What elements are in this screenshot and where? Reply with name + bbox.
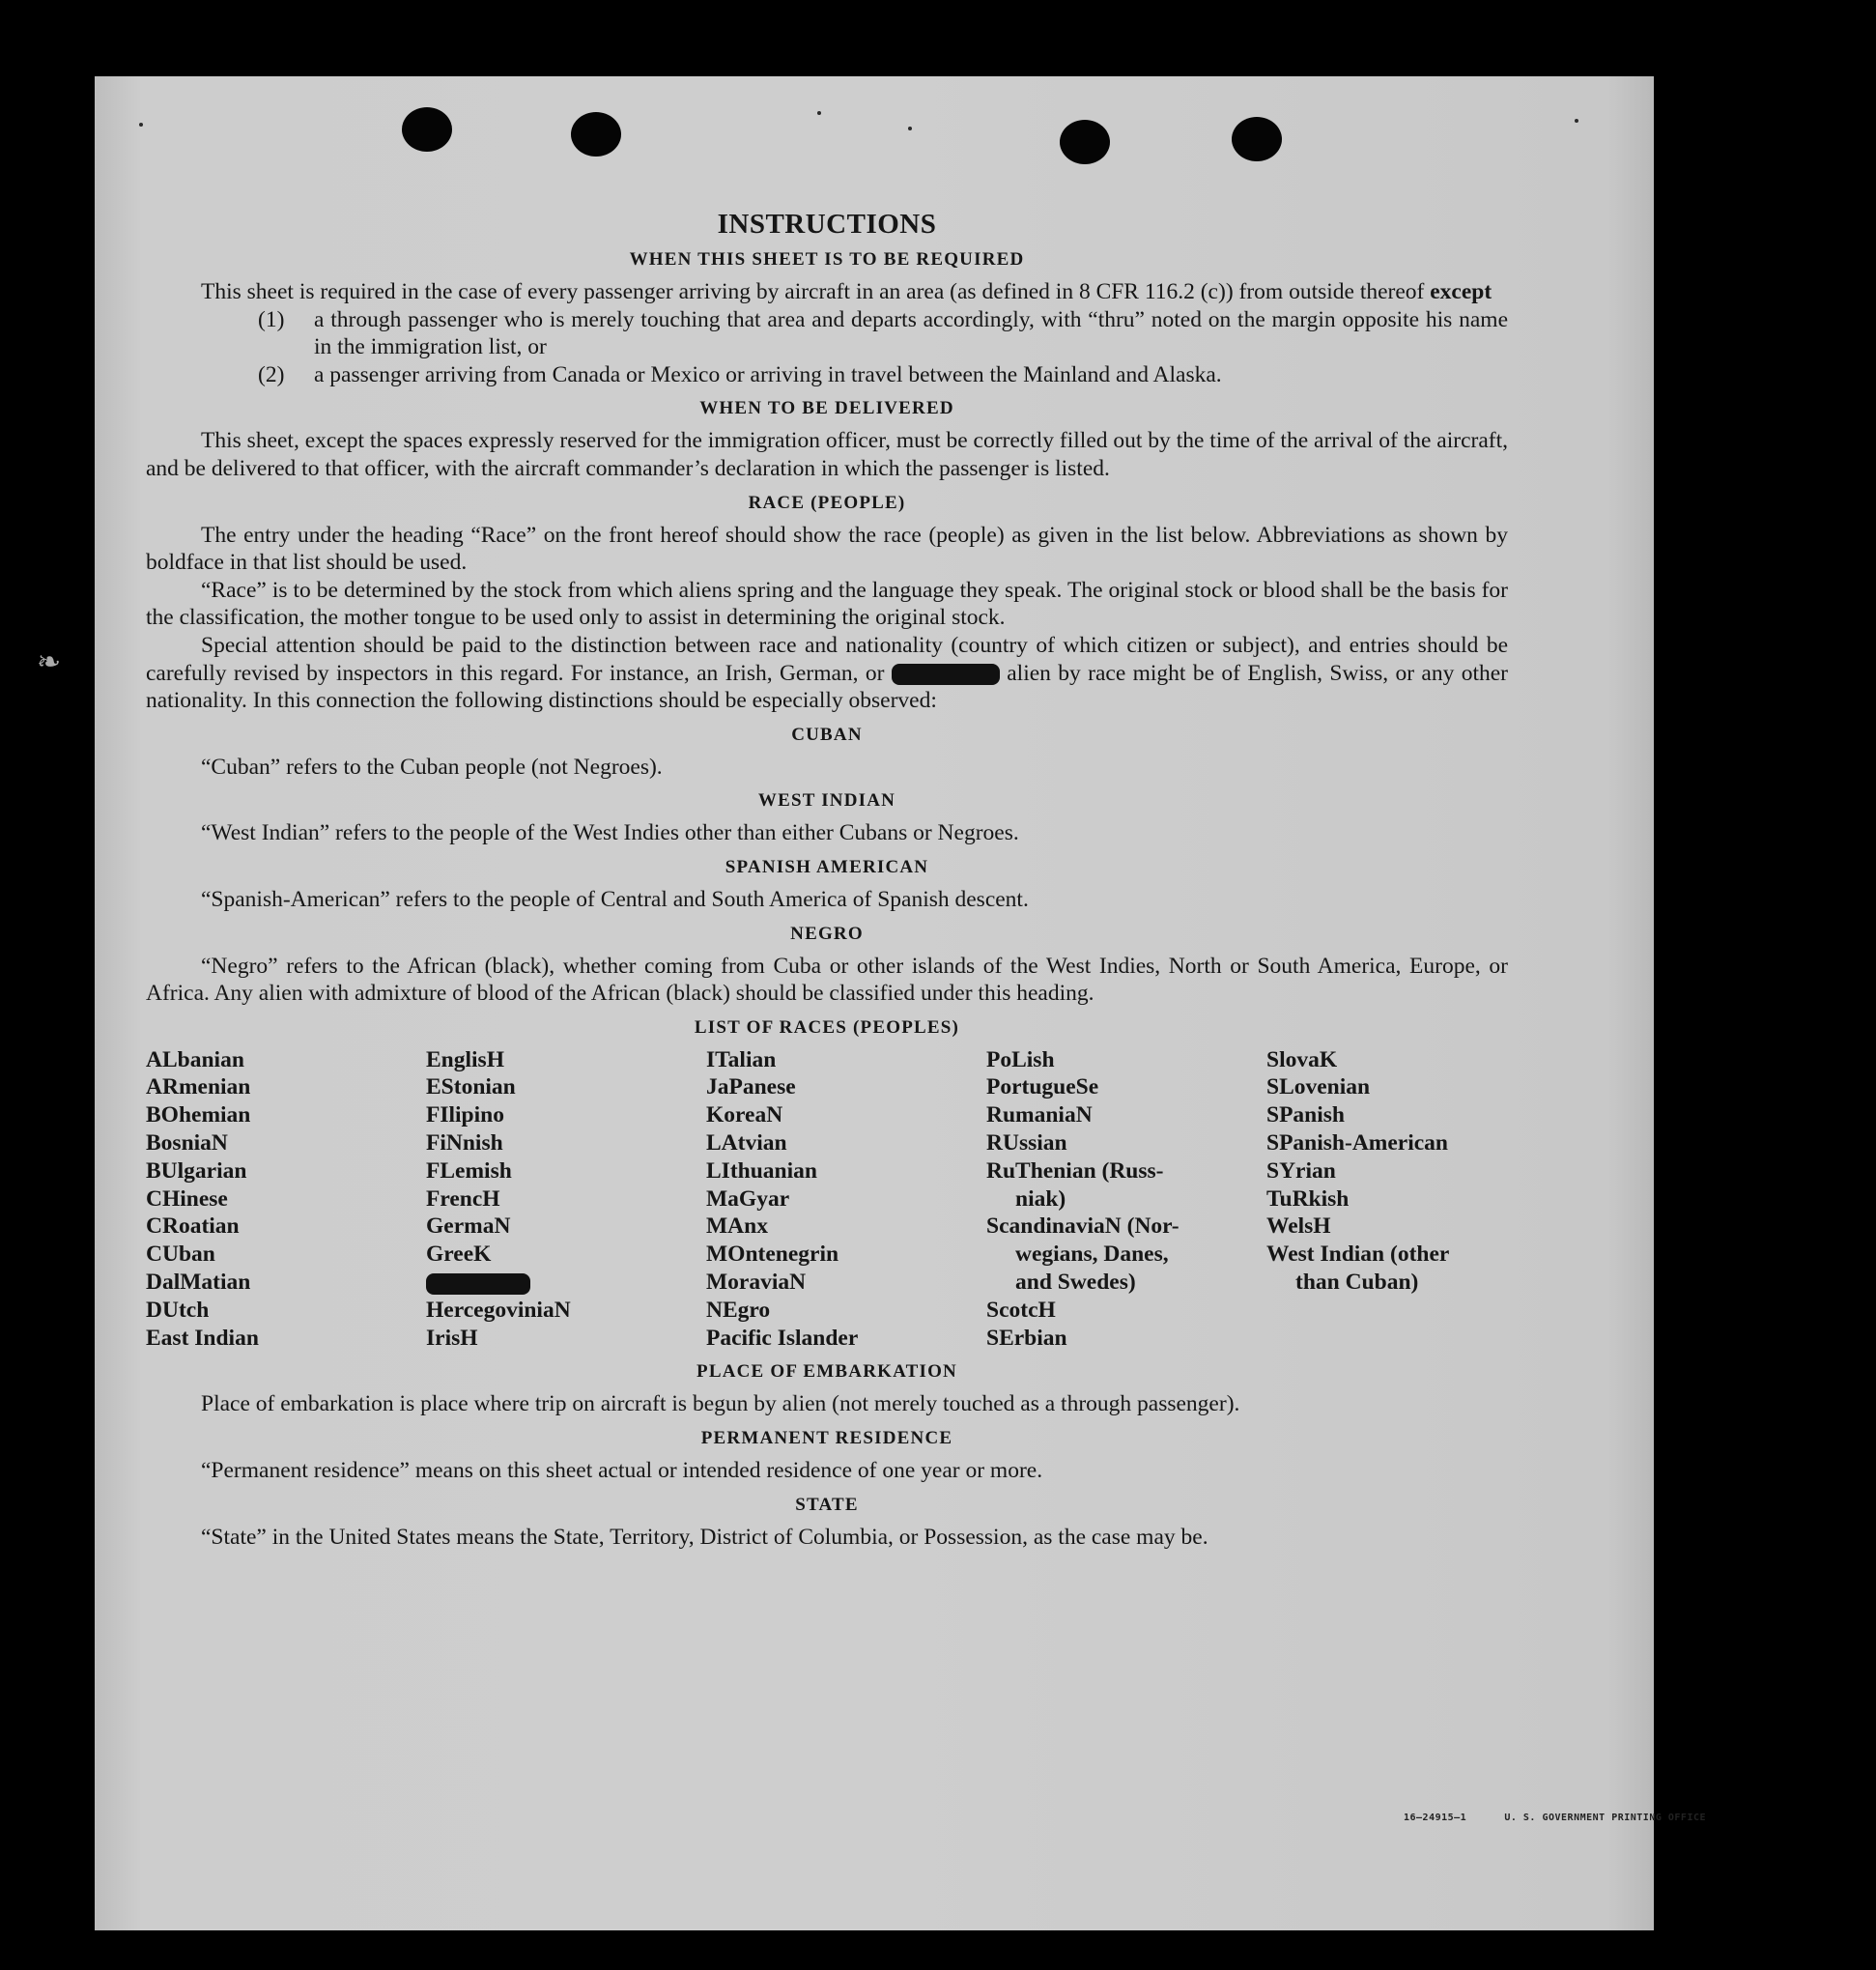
state-text: “State” in the United States means the State, Territory, District of Columbia, or Possession, as the case may be. [201,1524,1208,1550]
instructions-content [146,199,1508,1551]
race-entry: HercegoviniaN [426,1297,571,1323]
cuban-text: “Cuban” refers to the Cuban people (not Negroes). [201,754,663,780]
negro-text: “Negro” refers to the African (black), whether coming from Cuba or other islands of the West Indies, North or South America, Europe, or Africa. Any alien with admixture of blood of the African (black) should be classified under this heading. [146,953,1508,1007]
race-entry: GermaN [426,1213,511,1240]
redacted-race-entry [426,1269,706,1297]
paper-speck [139,123,143,127]
section-heading-state: STATE [795,1494,859,1515]
race-entry: SPanish-American [1266,1130,1448,1156]
spanish-american-text: “Spanish-American” refers to the people of Central and South America of Spanish descent. [201,886,1029,912]
exception-text: a through passenger who is merely touching that area and departs accordingly, with “thru” noted on the margin opposite his name in the immigration list, or [314,306,1508,360]
section-heading-cuban: CUBAN [791,724,863,745]
race-paragraph-3: Special attention should be paid to the distinction between race and nationality (country of which citizen or subject), and entries should be carefully revised by inspectors in this regard. For instance, an Irish, German, or alien by race might be of English, Swiss, or any other nationality. In this connection the following distinctions should be especially observed: [146,632,1509,714]
section-heading-negro: NEGRO [790,923,864,944]
race-entry: ALbanian [146,1046,244,1072]
race-paragraph-1: The entry under the heading “Race” on the front hereof should show the race (people) as given in the list below. Abbreviations as shown by boldface in that list should be used. [146,522,1508,576]
punch-hole [1060,120,1110,164]
race-entry: MOntenegrin [706,1242,839,1268]
punch-hole [571,112,621,157]
punch-hole [1232,117,1282,161]
exception-item-1 [146,306,1508,361]
race-entry: RumaniaN [986,1102,1093,1128]
race-entry: MaGyar [706,1185,790,1212]
section-heading-when-delivered: WHEN TO BE DELIVERED [699,398,954,419]
section-heading-race: RACE (PEOPLE) [748,492,906,513]
race-entry: ScandinaviaN (Nor- [986,1213,1180,1240]
race-entry: ARmenian [146,1074,251,1100]
race-paragraph-2: “Race” is to be determined by the stock from which aliens spring and the language they speak. The original stock or blood shall be the basis for the classification, the mother tongue to be used only to assist in determining the original stock. [146,577,1508,631]
race-entry: RuThenian (Russ- [986,1157,1164,1184]
race-entry: GreeK [426,1242,492,1268]
printing-footer [1404,1813,1706,1823]
race-column-5 [1266,1046,1508,1353]
race-entry: CRoatian [146,1213,240,1240]
race-entry: CUban [146,1242,215,1268]
race-list [146,1046,1508,1353]
race-entry: BOhemian [146,1102,251,1128]
when-delivered-text: This sheet, except the spaces expressly reserved for the immigration officer, must be correctly filled out by the time of the arrival of the aircraft, and be delivered to that officer, with the aircraft commander’s declaration in which the passenger is listed. [146,428,1508,481]
race-entry: KoreaN [706,1102,783,1128]
race-entry-continuation: wegians, Danes, [1015,1242,1169,1268]
punch-hole [402,107,452,152]
race-column-1 [146,1046,426,1353]
race-entry: BUlgarian [146,1157,247,1184]
race-entry: DUtch [146,1297,210,1323]
race-entry-continuation: niak) [1015,1185,1066,1212]
race-entry: West Indian (other [1266,1242,1450,1268]
redaction-mark [892,664,1000,685]
race-entry: FIlipino [426,1102,504,1128]
race-entry: SLovenian [1266,1074,1371,1100]
race-entry: PortugueSe [986,1074,1099,1100]
race-entry: IrisH [426,1325,478,1351]
exception-number: (2) [258,361,285,387]
embarkation-text: Place of embarkation is place where trip on aircraft is begun by alien (not merely touched as a through passenger). [201,1391,1240,1417]
section-heading-embarkation: PLACE OF EMBARKATION [696,1361,957,1383]
race-entry: Pacific Islander [706,1325,859,1351]
race-entry: TuRkish [1266,1185,1350,1212]
paper-speck [1575,119,1578,123]
race-entry-continuation: and Swedes) [1015,1270,1136,1296]
race-entry: DalMatian [146,1270,251,1296]
race-entry: SYrian [1266,1157,1336,1184]
race-entry: SErbian [986,1325,1067,1351]
race-column-3 [706,1046,986,1353]
paper-speck [817,111,821,115]
race-entry: ScotcH [986,1297,1056,1323]
section-heading-spanish-american: SPANISH AMERICAN [725,856,929,877]
race-entry: EStonian [426,1074,516,1100]
race-column-2 [426,1046,706,1353]
race-entry: WelsH [1266,1213,1331,1240]
race-entry: RUssian [986,1130,1067,1156]
exception-number: (1) [258,306,285,332]
race-entry: LAtvian [706,1130,787,1156]
section-heading-when-required: WHEN THIS SHEET IS TO BE REQUIRED [629,249,1025,270]
page-title: INSTRUCTIONS [717,209,937,240]
section-heading-list-of-races: LIST OF RACES (PEOPLES) [694,1016,960,1038]
exception-text: a passenger arriving from Canada or Mexico or arriving in travel between the Mainland and Alaska. [314,361,1222,387]
race-entry: SlovaK [1266,1046,1338,1072]
form-code: 16—24915—1 [1404,1813,1467,1823]
race-entry: ITalian [706,1046,777,1072]
race-entry: MoraviaN [706,1270,807,1296]
race-entry: CHinese [146,1185,228,1212]
residence-text: “Permanent residence” means on this sheet actual or intended residence of one year or more. [201,1458,1043,1484]
race-entry: PoLish [986,1046,1055,1072]
race-entry: SPanish [1266,1102,1345,1128]
race-entry: JaPanese [706,1074,796,1100]
race-entry: MAnx [706,1213,768,1240]
printer-name: U. S. GOVERNMENT PRINTING OFFICE [1504,1813,1706,1823]
race-entry-continuation: than Cuban) [1295,1270,1419,1296]
margin-mark: ❧ [37,646,62,678]
section-heading-west-indian: WEST INDIAN [757,790,896,812]
race-entry: BosniaN [146,1130,228,1156]
race-entry: NEgro [706,1297,771,1323]
section-heading-residence: PERMANENT RESIDENCE [700,1428,953,1449]
west-indian-text: “West Indian” refers to the people of the West Indies other than either Cubans or Negroes. [201,820,1019,846]
when-required-intro: This sheet is required in the case of every passenger arriving by aircraft in an area (as defined in 8 CFR 116.2 (c)) from outside thereof except [201,279,1492,304]
race-entry: LIthuanian [706,1157,817,1184]
race-entry: FLemish [426,1157,512,1184]
race-entry: EnglisH [426,1046,504,1072]
exception-item-2 [146,361,1508,389]
paper-speck [908,127,912,130]
race-entry: FiNnish [426,1130,503,1156]
race-entry: FrencH [426,1185,500,1212]
race-entry: East Indian [146,1325,259,1351]
race-column-4 [986,1046,1266,1353]
redaction-mark [426,1273,530,1295]
